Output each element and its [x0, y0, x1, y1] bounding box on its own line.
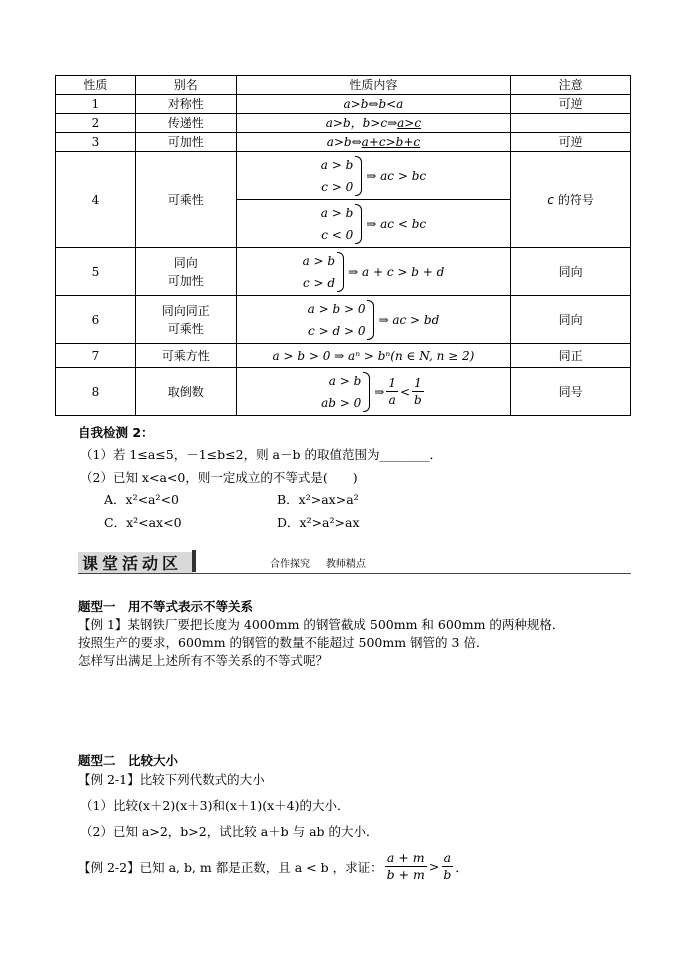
- system-line: a > b: [320, 157, 354, 172]
- topic-1-line: 按照生产的要求，600mm 的钢管的数量不能超过 500mm 钢管的 3 倍．: [78, 635, 489, 650]
- row-number: 2: [56, 114, 136, 133]
- row-content: [236, 200, 511, 248]
- system-line: c > 0: [321, 179, 354, 194]
- header-cell: 性质: [56, 76, 136, 95]
- row-content: [236, 248, 511, 296]
- brace: [355, 156, 362, 196]
- row-content: [236, 368, 511, 416]
- fraction-numerator: a + m: [386, 850, 425, 865]
- brace: [367, 300, 374, 340]
- table-row: [56, 344, 631, 368]
- example-2-2-text: 【例 2-2】已知 a, b, m 都是正数，且 a < b ，求证：: [78, 859, 383, 875]
- topic-2-title: 题型二 比较大小: [78, 753, 179, 768]
- fraction-denominator: a: [388, 393, 396, 407]
- system-line: a > b > 0: [307, 301, 366, 316]
- table-row: [56, 133, 631, 152]
- row-alias: 可乘方性: [135, 344, 236, 368]
- table-header-row: [56, 76, 631, 95]
- question-2: （2）已知 x<a<0，则一定成立的不等式是( ): [80, 470, 358, 485]
- alias-line: 同向同正: [161, 303, 210, 318]
- content-part: a>b⇔: [326, 135, 362, 149]
- content-part: a>b，b>c⇒: [325, 116, 398, 130]
- row-alias: [135, 248, 236, 296]
- self-check-title: 自我检测 2：: [78, 425, 154, 440]
- alias-line: 同向: [173, 255, 198, 270]
- example-2-2: [78, 850, 468, 883]
- section-subtitle-part: 合作探究: [270, 559, 310, 570]
- note-text: 的符号: [554, 192, 594, 207]
- system-line: c < 0: [321, 227, 354, 242]
- row-number: 1: [56, 95, 136, 114]
- row-content: a > b > 0 ⇒ aⁿ > bⁿ(n ∈ N, n ≥ 2): [236, 344, 511, 368]
- section-title: 课堂活动区: [82, 554, 183, 573]
- example-2-1: 【例 2-1】比较下列代数式的大小: [78, 772, 265, 787]
- row-note: 同向: [511, 248, 631, 296]
- fraction-denominator: b: [414, 393, 422, 407]
- section-subtitle: [270, 555, 366, 570]
- section-subtitle-part: 教师精点: [325, 559, 366, 570]
- fraction-denominator: b: [443, 867, 452, 882]
- system-result: ⇒ ac > bc: [366, 168, 427, 183]
- fraction-numerator: 1: [414, 376, 422, 390]
- header-cell: 性质内容: [236, 76, 511, 95]
- system-line: a > b: [320, 205, 354, 220]
- system-line: c > d > 0: [308, 323, 366, 338]
- row-content: [236, 152, 511, 200]
- inequality-system: [321, 154, 426, 198]
- topic-1-title: 题型一 用不等式表示不等关系: [78, 599, 254, 614]
- table-row: [56, 95, 631, 114]
- brace: [363, 372, 370, 412]
- fraction: [441, 850, 453, 883]
- option-d: D．x²>a²>ax: [277, 515, 360, 530]
- question-1: （1）若 1≤a≤5，－1≤b≤2，则 a－b 的取值范围为________．: [80, 447, 442, 462]
- row-note: 同正: [511, 344, 631, 368]
- inequality-system: [321, 370, 426, 414]
- row-note: 同号: [511, 368, 631, 416]
- inequality-system: [321, 202, 426, 246]
- row-note: [511, 114, 631, 133]
- option-b: B．x²>ax>a²: [277, 492, 359, 507]
- example-2-1-part-2: （2）已知 a>2，b>2，试比较 a＋b 与 ab 的大小．: [80, 824, 379, 839]
- system-line: a > b: [302, 253, 336, 268]
- table-row: [56, 368, 631, 416]
- header-cell: 注意: [511, 76, 631, 95]
- table-row: [56, 152, 631, 200]
- topic-1-line: 【例 1】某钢铁厂要把长度为 4000mm 的钢管截成 500mm 和 600mm 的两种规格．: [78, 617, 565, 632]
- row-content: a>b⇔b<a: [236, 95, 511, 114]
- row-content: [236, 133, 511, 152]
- brace: [355, 204, 362, 244]
- row-alias: 可加性: [135, 133, 236, 152]
- row-content: [236, 296, 511, 344]
- option-c: C．x²<ax<0: [104, 515, 182, 530]
- fraction: [385, 850, 427, 883]
- alias-line: 可加性: [167, 273, 204, 288]
- row-note: 可逆: [511, 133, 631, 152]
- fraction: [412, 375, 424, 408]
- brace: [337, 252, 344, 292]
- content-part: a+c>b+c: [361, 135, 421, 149]
- inequality-system: [303, 250, 445, 294]
- row-alias: 可乘性: [135, 152, 236, 248]
- fraction: [386, 375, 398, 408]
- topic-1-line: 怎样写出满足上述所有不等关系的不等式呢？: [78, 653, 329, 668]
- system-line: a > b: [328, 373, 362, 388]
- fraction-numerator: a: [443, 850, 452, 865]
- greater-than-symbol: >: [428, 859, 440, 874]
- row-alias: 取倒数: [135, 368, 236, 416]
- row-note: 同向: [511, 296, 631, 344]
- section-divider-mark: [192, 550, 196, 572]
- inequality-system: [308, 298, 440, 342]
- period: ．: [455, 859, 468, 875]
- properties-table: [55, 75, 631, 416]
- system-result: ⇒ ac > bd: [378, 312, 440, 327]
- section-rule: [78, 573, 631, 574]
- option-a: A．x²<a²<0: [104, 492, 179, 507]
- alias-line: 可乘性: [167, 321, 204, 336]
- section-header: [78, 548, 631, 574]
- row-number: 8: [56, 368, 136, 416]
- table-row: [56, 296, 631, 344]
- content-part: a>c: [397, 116, 422, 130]
- less-than-symbol: <: [399, 384, 411, 399]
- system-line: ab > 0: [321, 395, 362, 410]
- row-note: [511, 152, 631, 248]
- row-content: [236, 114, 511, 133]
- row-number: 4: [56, 152, 136, 248]
- row-number: 6: [56, 296, 136, 344]
- implies-symbol: ⇒: [374, 384, 385, 399]
- row-number: 7: [56, 344, 136, 368]
- system-result: ⇒ a + c > b + d: [348, 264, 445, 279]
- system-result: ⇒ ac < bc: [366, 216, 427, 231]
- row-alias: 对称性: [135, 95, 236, 114]
- header-cell: 别名: [135, 76, 236, 95]
- row-number: 3: [56, 133, 136, 152]
- row-number: 5: [56, 248, 136, 296]
- note-variable: c: [547, 192, 554, 207]
- example-2-1-part-1: （1）比较(x＋2)(x＋3)和(x＋1)(x＋4)的大小．: [80, 798, 350, 813]
- fraction-numerator: 1: [388, 376, 396, 390]
- row-alias: 传递性: [135, 114, 236, 133]
- table-row: [56, 114, 631, 133]
- system-line: c > d: [303, 275, 336, 290]
- table-row: [56, 248, 631, 296]
- row-note: 可逆: [511, 95, 631, 114]
- row-alias: [135, 296, 236, 344]
- fraction-denominator: b + m: [386, 867, 425, 882]
